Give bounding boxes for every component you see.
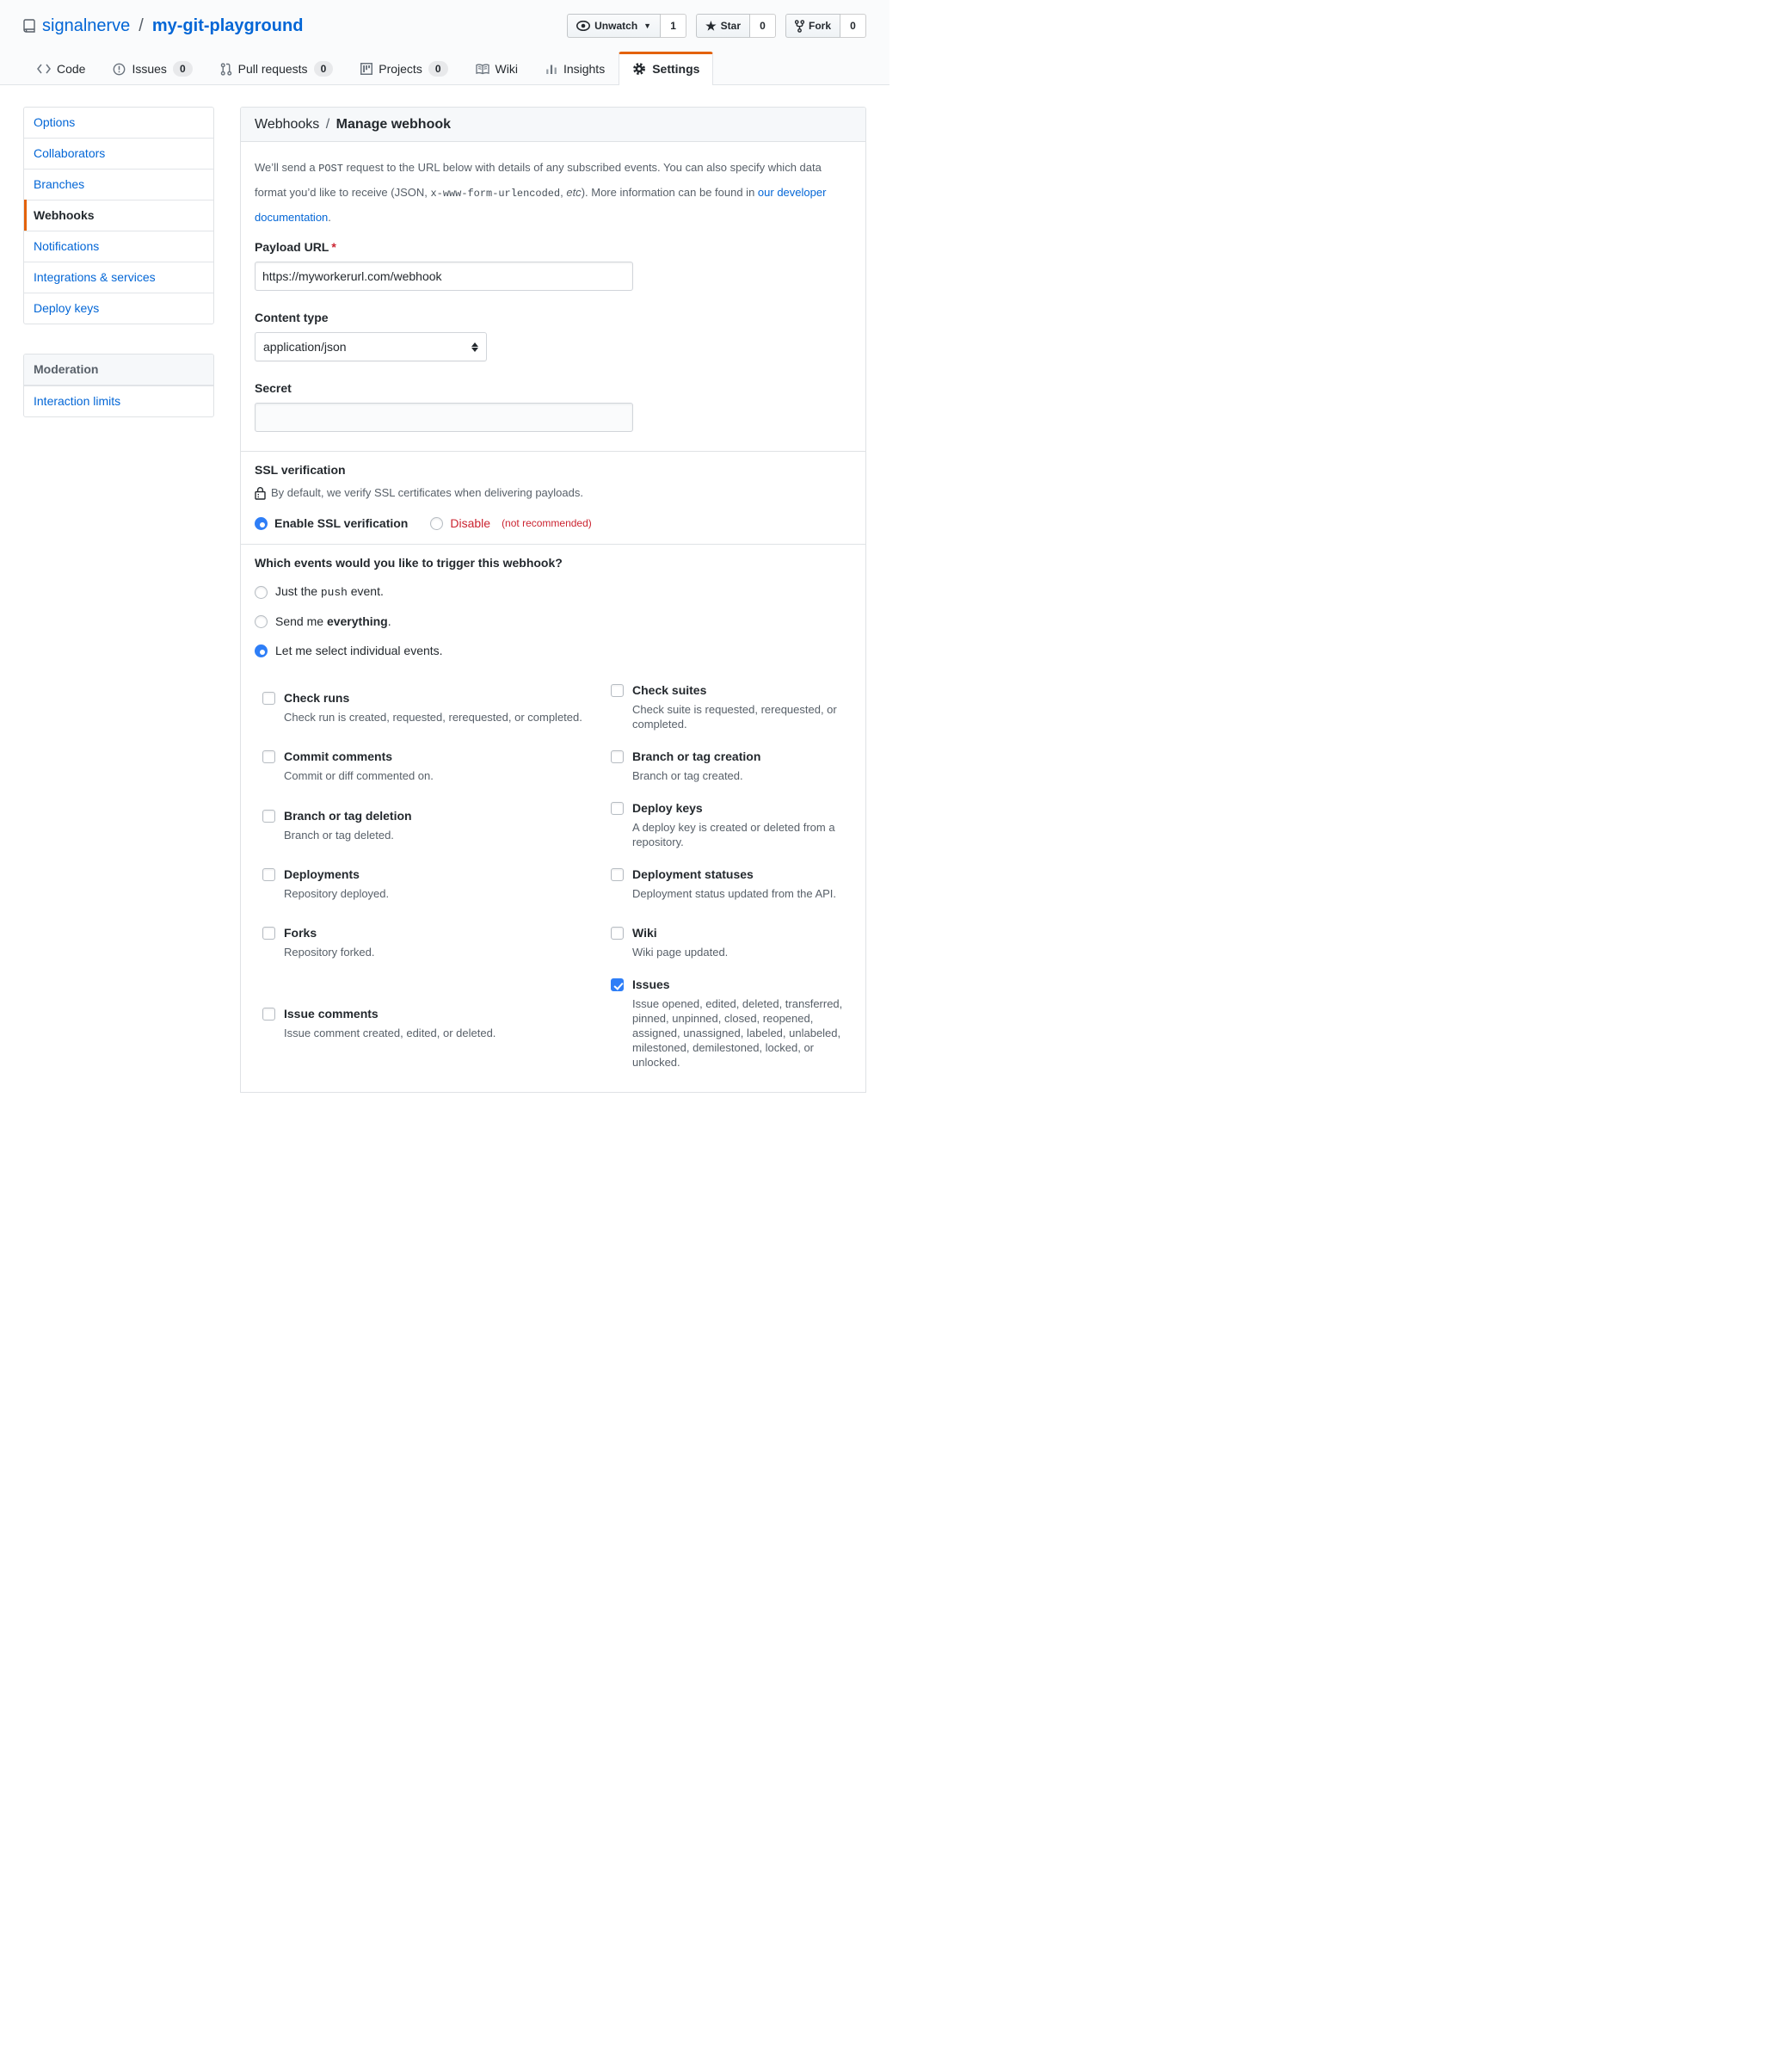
tab-label: Wiki [495, 62, 518, 76]
moderation-heading: Moderation [24, 355, 213, 385]
event-title: Issue comments [284, 1007, 379, 1021]
everything-radio[interactable] [255, 615, 268, 628]
intro-code-urlencoded: x-www-form-urlencoded [430, 188, 561, 200]
individual-events-radio[interactable] [255, 644, 268, 657]
event-desc: A deploy key is created or deleted from a repository. [632, 821, 835, 848]
events-section-title: Which events would you like to trigger this webhook? [255, 556, 563, 570]
unwatch-button[interactable] [567, 14, 661, 38]
event-title: Deploy keys [632, 801, 703, 815]
everything-bold: everything [326, 614, 388, 628]
intro-text: request to the URL below with details of any subscribed events. You can also specify which data format you’d like to receive (JSON, [255, 161, 822, 199]
issues-count-badge: 0 [173, 61, 193, 77]
deployment-statuses-checkbox[interactable] [611, 868, 624, 881]
settings-menu [23, 107, 214, 324]
breadcrumb-separator: / [325, 117, 330, 132]
events-option-individual[interactable] [255, 642, 852, 660]
required-asterisk: * [331, 240, 336, 254]
repo-actions [567, 14, 866, 38]
tab-pull-requests[interactable] [206, 52, 348, 85]
event-desc: Commit or diff commented on. [284, 769, 434, 782]
enable-ssl-option[interactable] [255, 515, 408, 532]
event-row [262, 918, 852, 966]
event-title: Commit comments [284, 749, 393, 763]
sidebar-item-options[interactable]: Options [34, 115, 76, 129]
forks-count[interactable]: 0 [840, 14, 866, 38]
unwatch-label: Unwatch [594, 20, 638, 32]
payload-url-input[interactable] [255, 262, 633, 291]
tab-label: Projects [379, 62, 422, 76]
event-check-runs[interactable] [262, 690, 611, 725]
label-text: Just the [275, 584, 321, 598]
events-option-just-push[interactable] [255, 583, 852, 601]
ssl-verification-section [241, 451, 865, 544]
stars-count[interactable]: 0 [750, 14, 776, 38]
fork-icon [795, 20, 804, 33]
intro-text: ). More information can be found in [581, 186, 758, 199]
repo-name-link[interactable]: my-git-playground [151, 15, 304, 35]
just-push-radio[interactable] [255, 586, 268, 599]
project-icon [360, 63, 372, 75]
event-title: Branch or tag creation [632, 749, 761, 763]
pull-request-icon [220, 63, 232, 76]
ssl-section-title: SSL verification [255, 463, 346, 477]
sidebar-item-webhooks[interactable]: Webhooks [24, 200, 213, 231]
enable-ssl-radio[interactable] [255, 517, 268, 530]
graph-icon [545, 63, 557, 75]
wiki-checkbox[interactable] [611, 927, 624, 940]
intro-etc: etc [566, 186, 582, 199]
individual-events-label: Let me select individual events. [275, 644, 443, 657]
event-desc: Issue opened, edited, deleted, transferred, pinned, unpinned, closed, reopened, assigned, unassigned, labeled, unlabeled, milestoned, demilestoned, locked, or unlocked. [632, 997, 843, 1069]
repo-title [23, 16, 303, 36]
wiki-book-icon [476, 64, 489, 75]
fork-label: Fork [808, 20, 831, 32]
event-deployment-statuses[interactable] [611, 866, 852, 901]
intro-text: . [328, 211, 331, 224]
event-issues[interactable] [611, 977, 852, 1070]
disable-ssl-radio[interactable] [430, 517, 443, 530]
repo-tab-bar [0, 51, 890, 84]
event-forks[interactable] [262, 925, 611, 959]
event-desc: Deployment status updated from the API. [632, 887, 837, 900]
event-desc: Branch or tag created. [632, 769, 743, 782]
fork-button[interactable] [785, 14, 840, 38]
star-label: Star [720, 20, 741, 32]
payload-url-label [255, 239, 852, 255]
page-header [0, 0, 890, 85]
issues-checkbox[interactable] [611, 978, 624, 991]
tab-label: Code [57, 62, 86, 76]
label-text: event. [347, 584, 384, 598]
developer-documentation-link[interactable]: our developer documentation [255, 186, 827, 224]
just-push-label [275, 583, 384, 601]
event-wiki[interactable] [611, 925, 852, 959]
events-option-everything[interactable] [255, 613, 852, 631]
everything-label [275, 613, 391, 631]
event-branch-or-tag-deletion[interactable] [262, 808, 611, 842]
intro-code-post: POST [318, 163, 343, 175]
push-code: push [320, 586, 348, 599]
repo-title-separator: / [139, 15, 144, 35]
content-type-select[interactable] [255, 332, 487, 361]
breadcrumb-webhooks-link[interactable]: Webhooks [255, 117, 320, 132]
event-desc: Branch or tag deleted. [284, 828, 394, 842]
content-type-group [255, 310, 852, 361]
chevron-down-icon: ▼ [643, 22, 652, 30]
sidebar-item-interaction-limits[interactable]: Interaction limits [24, 385, 213, 416]
repo-owner-link[interactable]: signalnerve [42, 15, 131, 35]
deployments-checkbox[interactable] [262, 868, 275, 881]
sidebar-item-branches[interactable]: Branches [24, 169, 213, 200]
sidebar-item-collaborators[interactable]: Collaborators [24, 138, 213, 169]
secret-input[interactable] [255, 403, 633, 432]
event-desc: Wiki page updated. [632, 946, 729, 959]
settings-sidebar [23, 107, 214, 417]
event-title: Check runs [284, 690, 350, 705]
code-icon [37, 64, 51, 74]
event-commit-comments[interactable] [262, 749, 611, 783]
forks-checkbox[interactable] [262, 927, 275, 940]
watchers-count[interactable]: 1 [661, 14, 686, 38]
event-row [262, 682, 852, 731]
gear-icon [632, 62, 646, 76]
event-deployments[interactable] [262, 866, 611, 901]
star-button[interactable] [696, 14, 750, 38]
event-issue-comments[interactable] [262, 1006, 611, 1040]
branch-creation-checkbox[interactable] [611, 750, 624, 763]
disable-ssl-option[interactable] [430, 515, 591, 532]
eye-icon [576, 21, 590, 31]
secret-label: Secret [255, 381, 292, 395]
event-branch-or-tag-creation[interactable] [611, 749, 852, 783]
tab-wiki[interactable] [462, 52, 532, 85]
event-title: Wiki [632, 926, 657, 940]
content-type-label: Content type [255, 311, 329, 324]
enable-ssl-label: Enable SSL verification [274, 516, 409, 530]
event-title: Branch or tag deletion [284, 808, 412, 823]
event-check-suites[interactable] [611, 682, 852, 731]
lock-icon [255, 486, 266, 500]
pull-requests-count-badge: 0 [314, 61, 334, 77]
repo-book-icon [23, 19, 35, 33]
tab-code[interactable] [23, 52, 99, 85]
branch-deletion-checkbox[interactable] [262, 810, 275, 823]
event-row [262, 977, 852, 1070]
event-title: Issues [632, 977, 670, 991]
webhook-intro-text [241, 142, 865, 239]
tab-label: Pull requests [237, 62, 308, 76]
events-section [241, 544, 865, 1092]
event-row [262, 860, 852, 908]
tab-label: Insights [563, 62, 606, 76]
label-text: Send me [275, 614, 327, 628]
issue-icon [113, 63, 126, 76]
tab-label: Settings [652, 62, 700, 76]
commit-comments-checkbox[interactable] [262, 750, 275, 763]
intro-text: We’ll send a [255, 161, 319, 174]
event-checkbox-grid [262, 682, 852, 1070]
disable-ssl-label: Disable [450, 516, 491, 530]
breadcrumb [241, 108, 865, 142]
star-icon: ★ [705, 19, 717, 33]
tab-insights[interactable] [532, 52, 619, 85]
webhook-settings-panel [240, 107, 866, 1093]
event-title: Forks [284, 926, 317, 940]
event-deploy-keys[interactable] [611, 800, 852, 849]
sidebar-item-deploy-keys[interactable]: Deploy keys [24, 293, 213, 324]
event-title: Deployments [284, 867, 360, 881]
event-desc: Check suite is requested, rerequested, or completed. [632, 703, 837, 731]
tab-settings[interactable] [619, 52, 713, 85]
tab-projects[interactable] [347, 52, 461, 85]
event-desc: Issue comment created, edited, or deleted. [284, 1027, 496, 1039]
projects-count-badge: 0 [428, 61, 448, 77]
deploy-keys-checkbox[interactable] [611, 802, 624, 815]
event-desc: Check run is created, requested, rerequested, or completed. [284, 710, 582, 724]
moderation-menu [23, 354, 214, 417]
issue-comments-checkbox[interactable] [262, 1008, 275, 1021]
label-text: . [387, 614, 391, 628]
sidebar-item-notifications[interactable]: Notifications [24, 231, 213, 262]
sidebar-item-integrations[interactable]: Integrations & services [24, 262, 213, 293]
ssl-note-text: By default, we verify SSL certificates when delivering payloads. [271, 486, 583, 499]
secret-group [255, 380, 852, 432]
payload-url-label-text: Payload URL [255, 240, 329, 254]
event-desc: Repository deployed. [284, 887, 390, 900]
payload-url-group [255, 239, 852, 291]
tab-issues[interactable] [99, 52, 206, 85]
disable-ssl-note: (not recommended) [502, 517, 592, 529]
event-title: Deployment statuses [632, 867, 754, 881]
content-type-selected-value: application/json [263, 340, 347, 354]
event-row [262, 742, 852, 790]
event-title: Check suites [632, 683, 707, 697]
tab-label: Issues [132, 62, 167, 76]
event-row [262, 800, 852, 849]
check-suites-checkbox[interactable] [611, 684, 624, 697]
intro-text: , [560, 186, 567, 199]
event-desc: Repository forked. [284, 946, 375, 959]
select-arrows-icon [471, 342, 478, 352]
check-runs-checkbox[interactable] [262, 692, 275, 705]
breadcrumb-current: Manage webhook [335, 117, 452, 132]
